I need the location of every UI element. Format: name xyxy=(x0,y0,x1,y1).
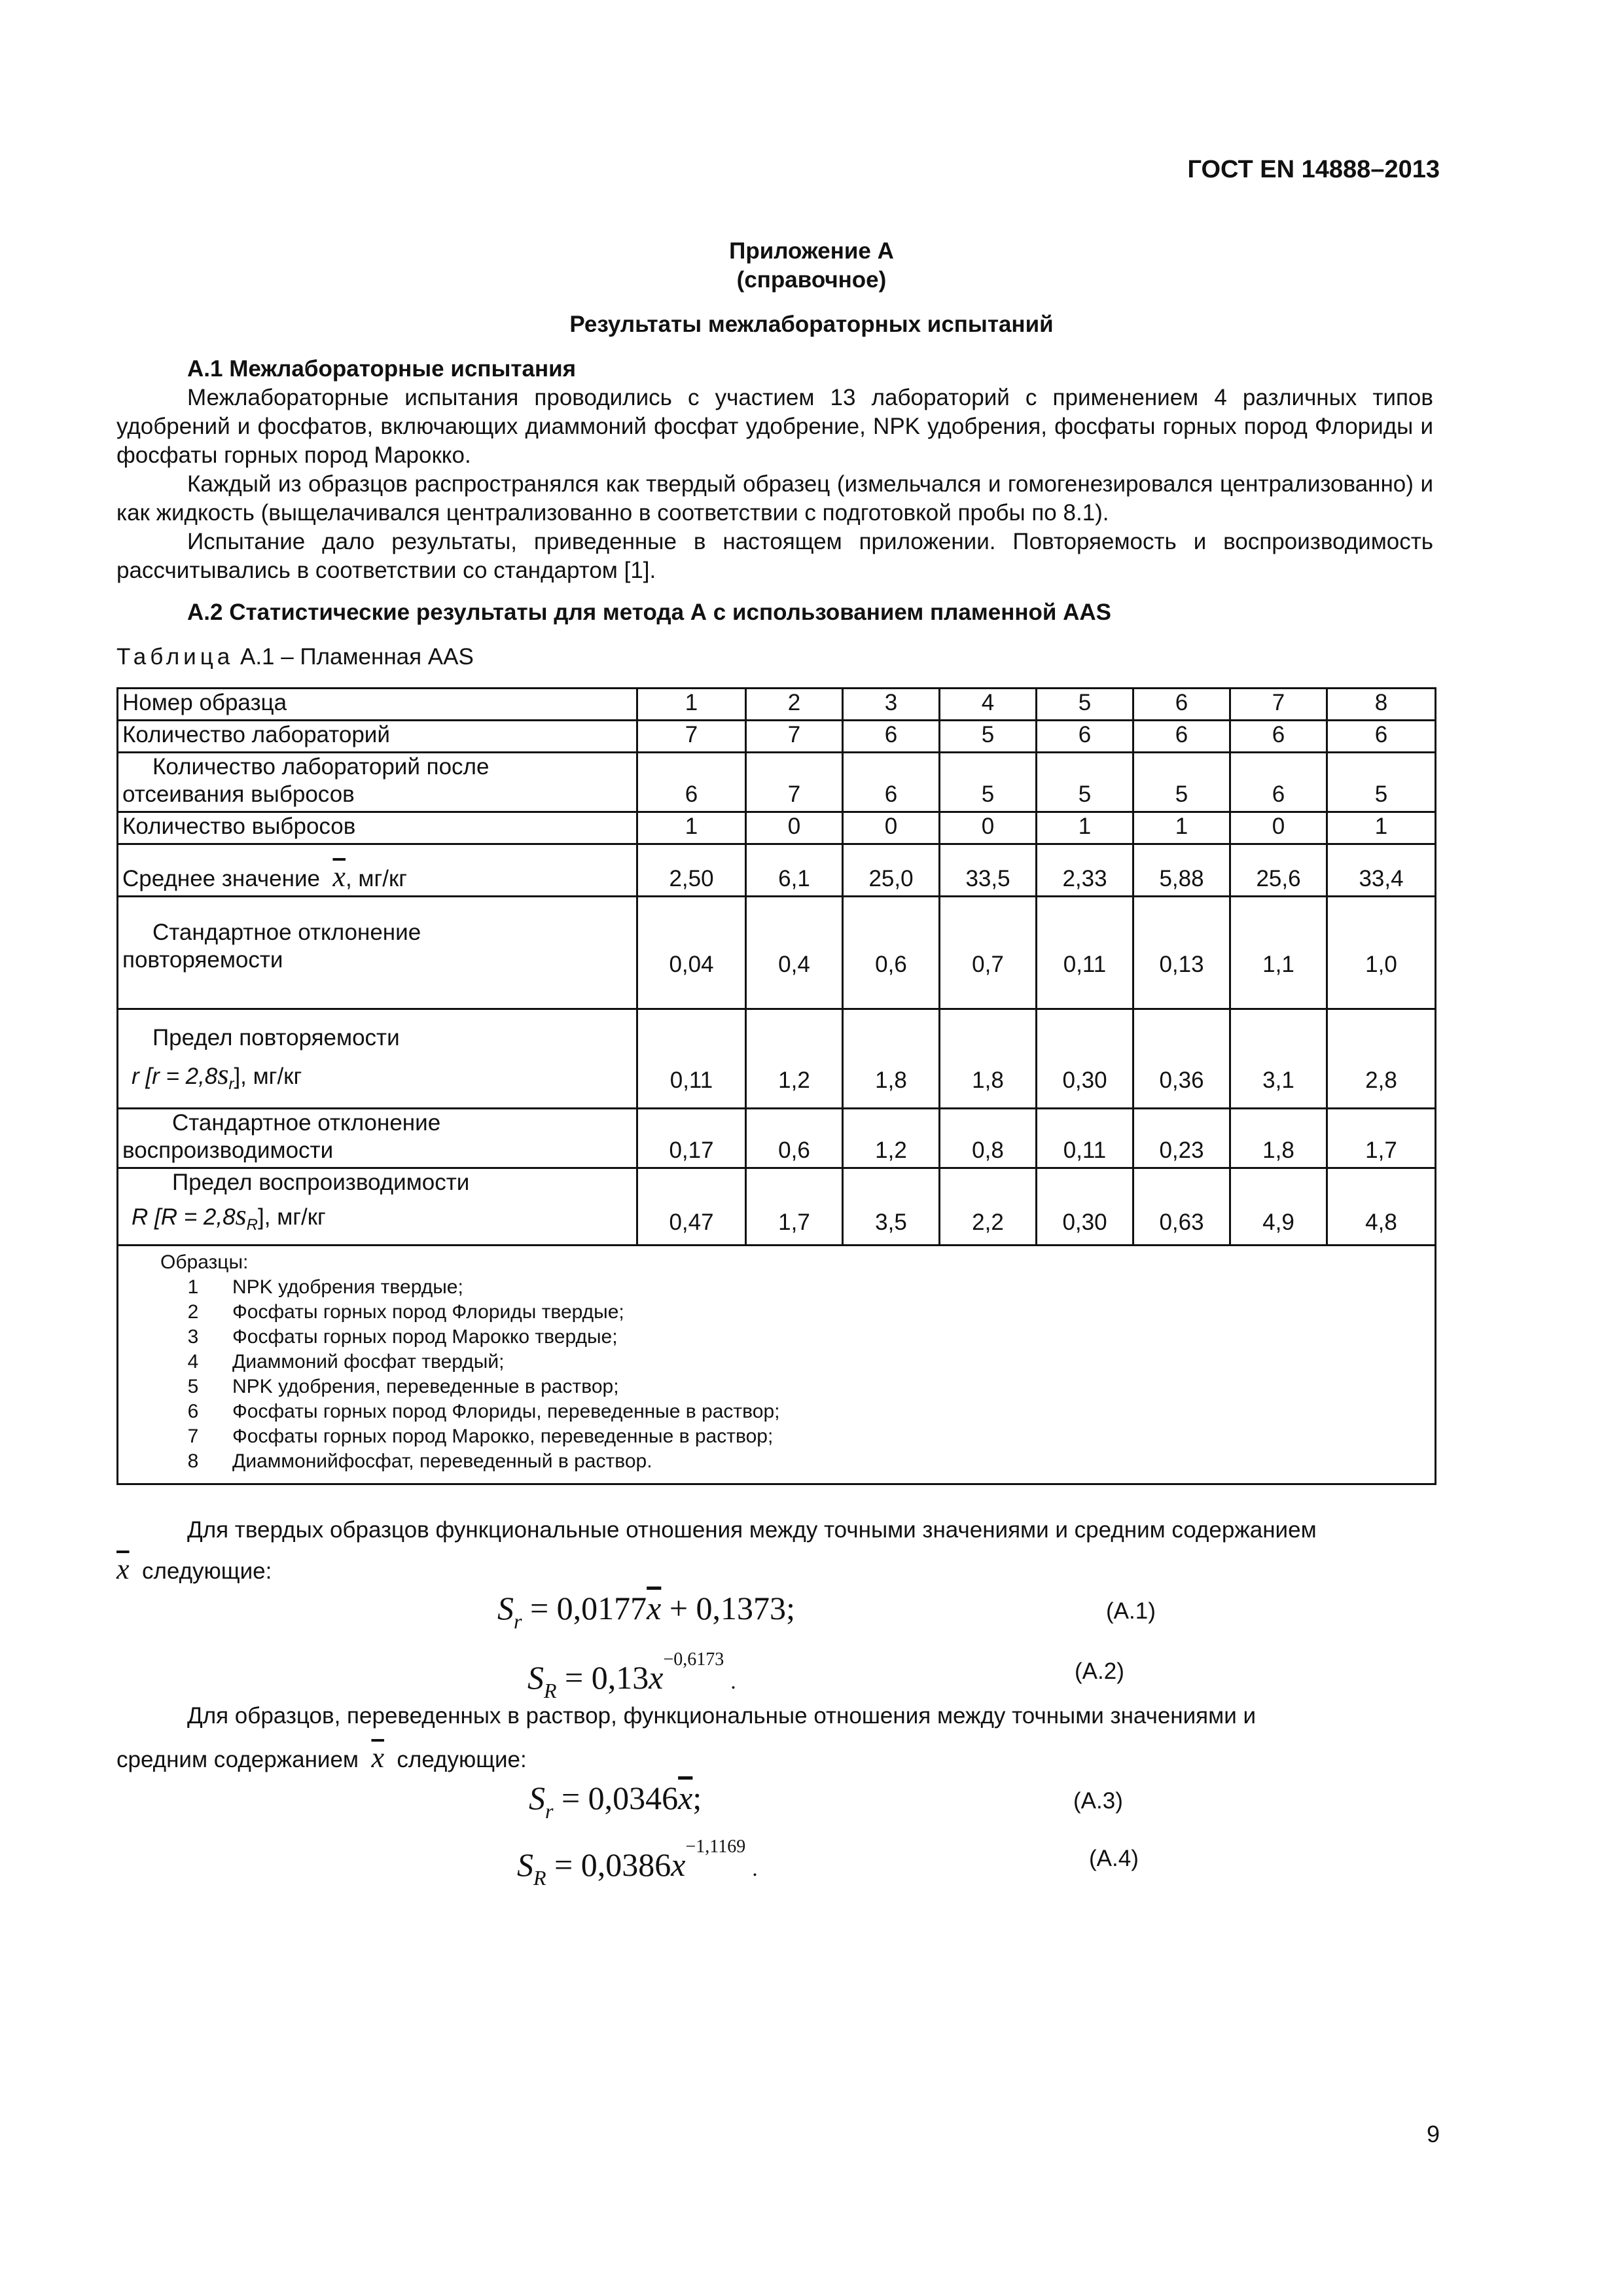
table-cell: 5,88 xyxy=(1133,844,1230,897)
table-cell: 0,6 xyxy=(843,897,940,1009)
table-row-outliers xyxy=(118,812,1436,844)
table-cell: 0 xyxy=(746,812,843,844)
solid-samples-paragraph: Для твердых образцов функциональные отношения между точными значениями и средним содержанием xyxy=(187,1517,1317,1543)
row-label-line-1: Стандартное отклонение xyxy=(172,1110,441,1136)
table-caption xyxy=(116,643,474,672)
table-notes xyxy=(118,1246,1436,1484)
table-cell: 3,1 xyxy=(1230,1009,1327,1109)
table-row-repeatability-sd xyxy=(118,897,1436,1009)
row-label-unit: ], мг/кг xyxy=(258,1204,326,1230)
table-row-notes xyxy=(118,1246,1436,1484)
section-a1-title: А.1 Межлабораторные испытания xyxy=(187,356,577,382)
formula-a4: $S_R = 0,0386x^{-1,1169}$. xyxy=(517,1837,758,1890)
table-cell: 6 xyxy=(1037,721,1133,753)
s-symbol: s xyxy=(235,1199,247,1231)
table-cell: 6 xyxy=(1133,721,1230,753)
section-a1-paragraph-1: Межлабораторные испытания проводились с участием 13 лабораторий с применением 4 различных типов удобрений и фосфатов, включающих диаммоний фосфат удобрение, NPK удобрения, фосфаты горных пород Флориды и фосфаты горных пород Марокко. xyxy=(116,385,1433,468)
table-cell: 2,8 xyxy=(1327,1009,1436,1109)
row-label-line-1: Стандартное отклонение xyxy=(152,919,421,945)
appendix-kind: (справочное) xyxy=(736,267,887,293)
note-item: 5 NPK удобрения, переведенные в раствор; xyxy=(187,1376,619,1397)
table-cell: 0,4 xyxy=(746,897,843,1009)
row-label xyxy=(118,844,637,897)
formula-a1: $S_r = 0,0177\overline{x} + 0,1373$; xyxy=(497,1590,795,1633)
table-cell: 25,0 xyxy=(843,844,940,897)
row-label xyxy=(118,897,637,1009)
note-item: 2 Фосфаты горных пород Флориды твердые; xyxy=(187,1301,624,1323)
table-cell: 1,2 xyxy=(746,1009,843,1109)
row-label-line-1: Предел воспроизводимости xyxy=(172,1170,470,1195)
table-cell: 0,11 xyxy=(1037,1109,1133,1168)
row-label-text: r [r = 2,8 xyxy=(132,1064,218,1089)
formula-a4-number: (А.4) xyxy=(1089,1846,1139,1871)
table-cell: 6 xyxy=(1327,721,1436,753)
row-label-line-2: повторяемости xyxy=(122,946,283,973)
note-item: 6 Фосфаты горных пород Флориды, переведенные в раствор; xyxy=(187,1401,780,1422)
note-item: 7 Фосфаты горных пород Марокко, переведенные в раствор; xyxy=(187,1426,774,1447)
table-cell: 25,6 xyxy=(1230,844,1327,897)
table-cell: 5 xyxy=(1037,689,1133,721)
table-caption-word: Таблица xyxy=(116,644,234,670)
table-cell: 1 xyxy=(637,812,746,844)
table-cell: 7 xyxy=(1230,689,1327,721)
section-a1-paragraph-3: Испытание дало результаты, приведенные в настоящем приложении. Повторяемость и воспроизводимость рассчитывались в соответствии со стандартом [1]. xyxy=(116,529,1433,583)
note-item: 3 Фосфаты горных пород Марокко твердые; xyxy=(187,1326,618,1348)
table-cell: 1 xyxy=(1037,812,1133,844)
page-number: 9 xyxy=(1426,2121,1440,2147)
table-cell: 1,0 xyxy=(1327,897,1436,1009)
notes-title: Образцы: xyxy=(160,1251,249,1273)
row-label-text: Среднее значение xyxy=(122,866,320,891)
table-row-reproducibility-limit xyxy=(118,1168,1436,1246)
liquid-samples-paragraph: Для образцов, переведенных в раствор, функциональные отношения между точными значениями и xyxy=(187,1703,1257,1729)
table-cell: 1 xyxy=(637,689,746,721)
table-row-repeatability-limit xyxy=(118,1009,1436,1109)
row-label-unit: ], мг/кг xyxy=(234,1064,302,1089)
table-cell: 33,5 xyxy=(940,844,1037,897)
table-cell: 1 xyxy=(1133,812,1230,844)
table-cell: 3,5 xyxy=(843,1168,940,1246)
table-cell: 1,8 xyxy=(843,1009,940,1109)
document-code: ГОСТ EN 14888–2013 xyxy=(1187,156,1440,183)
formula-a1-number: (А.1) xyxy=(1106,1598,1156,1624)
table-cell: 0,17 xyxy=(637,1109,746,1168)
row-label-line-2: воспроизводимости xyxy=(122,1138,334,1163)
table-cell: 5 xyxy=(940,753,1037,812)
row-label: Количество лабораторий xyxy=(118,721,637,753)
table-cell: 3 xyxy=(843,689,940,721)
appendix-heading: Результаты межлабораторных испытаний xyxy=(569,312,1054,337)
table-cell: 6 xyxy=(1230,721,1327,753)
appendix-title: Приложение А xyxy=(729,238,894,264)
table-cell: 4,8 xyxy=(1327,1168,1436,1246)
table-cell: 7 xyxy=(746,721,843,753)
table-cell: 1,8 xyxy=(1230,1109,1327,1168)
table-cell: 0,11 xyxy=(1037,897,1133,1009)
mean-symbol: $\overline{x}$ xyxy=(116,1553,130,1585)
table-cell: 5 xyxy=(1327,753,1436,812)
section-a1-paragraph-2: Каждый из образцов распространялся как твердый образец (измельчался и гомогенезировался централизованно) и как жидкость (выщелачивался централизованно в соответствии с подготовкой пробы по 8.1). xyxy=(116,471,1433,526)
table-cell: 4,9 xyxy=(1230,1168,1327,1246)
table-cell: 6,1 xyxy=(746,844,843,897)
row-label-text: R [R = 2,8 xyxy=(132,1204,236,1230)
table-row-mean xyxy=(118,844,1436,897)
table-cell: 6 xyxy=(1230,753,1327,812)
formula-a3-number: (А.3) xyxy=(1073,1788,1123,1814)
section-a2-title: А.2 Статистические результаты для метода А с использованием пламенной AAS xyxy=(187,600,1112,625)
note-item: 4 Диаммоний фосфат твердый; xyxy=(187,1351,505,1372)
table-cell: 2 xyxy=(746,689,843,721)
row-label-line-1: Количество лабораторий после xyxy=(152,754,490,780)
table-cell: 6 xyxy=(843,721,940,753)
table-cell: 1,8 xyxy=(940,1009,1037,1109)
table-cell: 0,63 xyxy=(1133,1168,1230,1246)
results-table xyxy=(116,687,1436,1485)
table-cell: 4 xyxy=(940,689,1037,721)
table-row-labs xyxy=(118,721,1436,753)
table-cell: 0,30 xyxy=(1037,1009,1133,1109)
table-cell: 0,23 xyxy=(1133,1109,1230,1168)
table-cell: 6 xyxy=(843,753,940,812)
s-symbol: s xyxy=(217,1058,229,1090)
row-label xyxy=(118,1009,637,1109)
table-cell: 1,7 xyxy=(1327,1109,1436,1168)
row-label-line-2 xyxy=(122,1199,632,1239)
table-cell: 2,33 xyxy=(1037,844,1133,897)
row-label xyxy=(118,753,637,812)
table-cell: 2,50 xyxy=(637,844,746,897)
row-label: Номер образца xyxy=(118,689,637,721)
table-cell: 7 xyxy=(637,721,746,753)
note-item: 8 Диаммонийфосфат, переведенный в раствор. xyxy=(187,1450,652,1472)
table-cell: 0,47 xyxy=(637,1168,746,1246)
table-caption-text: А.1 – Пламенная AAS xyxy=(240,644,474,670)
row-label xyxy=(118,1168,637,1246)
table-cell: 5 xyxy=(1037,753,1133,812)
table-cell: 0,13 xyxy=(1133,897,1230,1009)
table-cell: 0,6 xyxy=(746,1109,843,1168)
table-cell: 1,7 xyxy=(746,1168,843,1246)
table-row-reproducibility-sd xyxy=(118,1109,1436,1168)
table-cell: 0,8 xyxy=(940,1109,1037,1168)
table-row-sample-number xyxy=(118,689,1436,721)
row-label-line-1: Предел повторяемости xyxy=(152,1025,400,1050)
note-item: 1 NPK удобрения твердые; xyxy=(187,1276,463,1298)
table-cell: 7 xyxy=(746,753,843,812)
table-cell: 2,2 xyxy=(940,1168,1037,1246)
table-cell: 1,2 xyxy=(843,1109,940,1168)
table-cell: 0,36 xyxy=(1133,1009,1230,1109)
table-cell: 0 xyxy=(843,812,940,844)
mean-symbol: $\overline{x}$ xyxy=(332,861,346,893)
table-cell: 0,11 xyxy=(637,1009,746,1109)
table-cell: 0 xyxy=(940,812,1037,844)
table-cell: 8 xyxy=(1327,689,1436,721)
row-label-unit: , мг/кг xyxy=(345,866,408,891)
row-label xyxy=(118,1109,637,1168)
row-label: Количество выбросов xyxy=(118,812,637,844)
mean-symbol: $\overline{x}$ xyxy=(371,1742,384,1774)
liquid-samples-paragraph-end: средним содержанием $\overline{x}$ следующие: xyxy=(116,1742,527,1774)
formula-a2-number: (А.2) xyxy=(1075,1659,1124,1684)
formula-a2: $S_R = 0,13x^{-0,6173}$. xyxy=(527,1649,736,1702)
table-cell: 1 xyxy=(1327,812,1436,844)
table-cell: 5 xyxy=(1133,753,1230,812)
table-cell: 0,04 xyxy=(637,897,746,1009)
table-cell: 6 xyxy=(1133,689,1230,721)
row-label-line-2 xyxy=(122,1058,632,1098)
formula-a3: $S_r = 0,0346\overline{x}$; xyxy=(529,1780,702,1823)
table-cell: 33,4 xyxy=(1327,844,1436,897)
table-cell: 0,7 xyxy=(940,897,1037,1009)
table-cell: 1,1 xyxy=(1230,897,1327,1009)
solid-samples-paragraph-end: $\overline{x}$ следующие: xyxy=(116,1553,272,1585)
table-cell: 0,30 xyxy=(1037,1168,1133,1246)
table-row-labs-after-outliers xyxy=(118,753,1436,812)
row-label-line-2: отсеивания выбросов xyxy=(122,781,355,807)
table-cell: 6 xyxy=(637,753,746,812)
table-cell: 5 xyxy=(940,721,1037,753)
subscript: R xyxy=(246,1216,259,1234)
table-cell: 0 xyxy=(1230,812,1327,844)
subscript: r xyxy=(228,1075,234,1093)
